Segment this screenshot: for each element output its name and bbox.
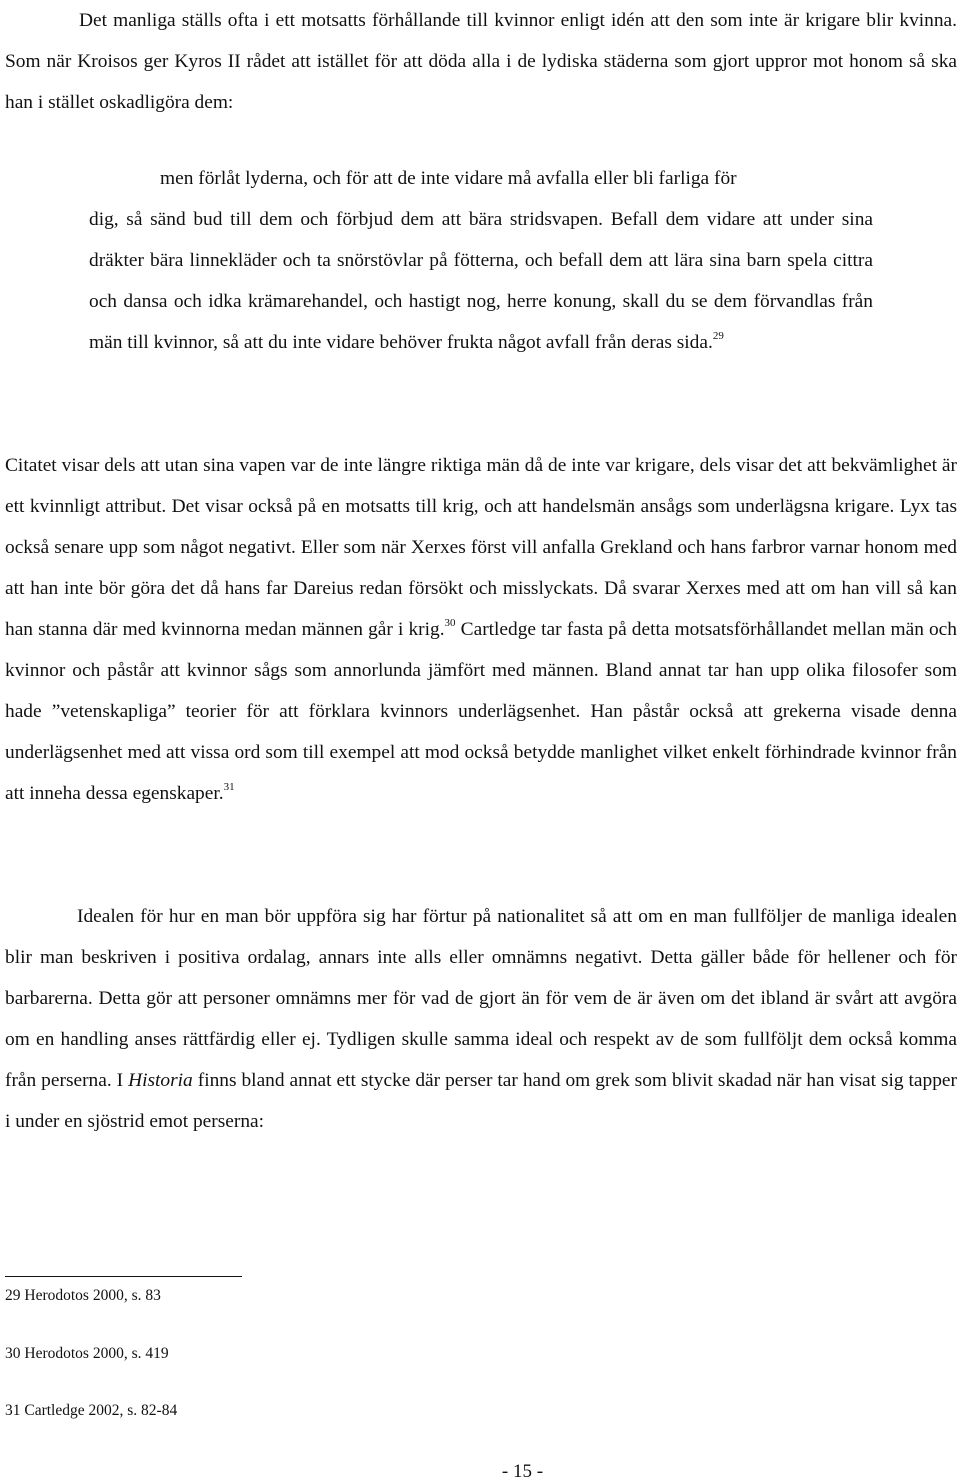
paragraph-2 [5,445,957,814]
footnote-ref-30[interactable]: 30 [444,617,456,629]
footnote-separator [5,1276,242,1277]
quote-first-line-text: men förlåt lyderna, och för att de inte vidare må avfalla eller bli farliga för [160,168,737,189]
block-quote-first-line [160,158,872,199]
footnote-31: 31 Cartledge 2002, s. 82-84 [5,1402,178,1419]
paragraph-3 [5,896,957,1142]
footnote-29: 29 Herodotos 2000, s. 83 [5,1287,161,1304]
footnote-ref-29[interactable]: 29 [712,330,724,342]
paragraph-3-text-b: finns bland annat ett stycke där perser tar hand om grek som blivit skadad när han visat sig tapper i under en sjöstrid emot perserna: [5,1070,957,1132]
page-number: - 15 - [501,1461,544,1482]
book-title-historia: Historia [128,1070,193,1091]
paragraph-2-text-a: Citatet visar dels att utan sina vapen var de inte längre riktiga män då de inte var krigare, dels visar det att bekvämlighet är ett kvinnligt attribut. Det visar också på en motsatts till krig, och att handelsmän ansågs som underlägsna krigare. Lyx tas också senare upp som något negativt. Eller som när Xerxes först vill anfalla Grekland och hans farbror varnar honom med att han inte bör göra det då hans far Dareius redan försökt och misslyckats. Då svarar Xerxes med att om han vill så kan han stanna där med kvinnorna medan männen går i krig. [5,455,957,640]
footnote-30: 30 Herodotos 2000, s. 419 [5,1345,169,1362]
quote-text: dig, så sänd bud till dem och förbjud dem att bära stridsvapen. Befall dem vidare att under sina dräkter bära linnekläder och ta snörstövlar på fötterna, och befall dem att lära sina barn spela cittra och dansa och idka krämarehandel, och hastigt nog, herre konung, skall du se dem förvandlas från män till kvinnor, så att du inte vidare behöver frukta något avfall från deras sida. [89,209,873,353]
intro-paragraph [5,0,957,123]
block-quote [89,199,873,363]
footnote-ref-31[interactable]: 31 [223,781,235,793]
paragraph-3-text-a: Idealen för hur en man bör uppföra sig har förtur på nationalitet så att om en man fullföljer de manliga idealen blir man beskriven i positiva ordalag, annars inte alls eller omnämns negativt. Detta gäller både för hellener och för barbarerna. Detta gör att personer omnämns mer för vad de gjort än för vem de är även om det ibland är svårt att avgöra om en handling anses rättfärdig eller ej. Tydligen skulle samma ideal och respekt av de som fullföljt dem också komma från perserna. I [5,906,957,1091]
paragraph-2-text-b: Cartledge tar fasta på detta motsatsförhållandet mellan män och kvinnor och påstår att kvinnor sågs som annorlunda jämfört med männen. Bland annat tar han upp olika filosofer som hade ”vetenskapliga” teorier för att förklara kvinnors underlägsenhet. Han påstår också att grekerna visade denna underlägsenhet med att vissa ord som till exempel att mod också betydde manlighet vilket enkelt förhindrade kvinnor från att inneha dessa egenskaper. [5,619,957,804]
intro-text: Det manliga ställs ofta i ett motsatts förhållande till kvinnor enligt idén att den som inte är krigare blir kvinna. Som när Kroisos ger Kyros II rådet att istället för att döda alla i de lydiska städerna som gjort uppror mot honom så ska han i stället oskadligöra dem: [5,10,957,113]
